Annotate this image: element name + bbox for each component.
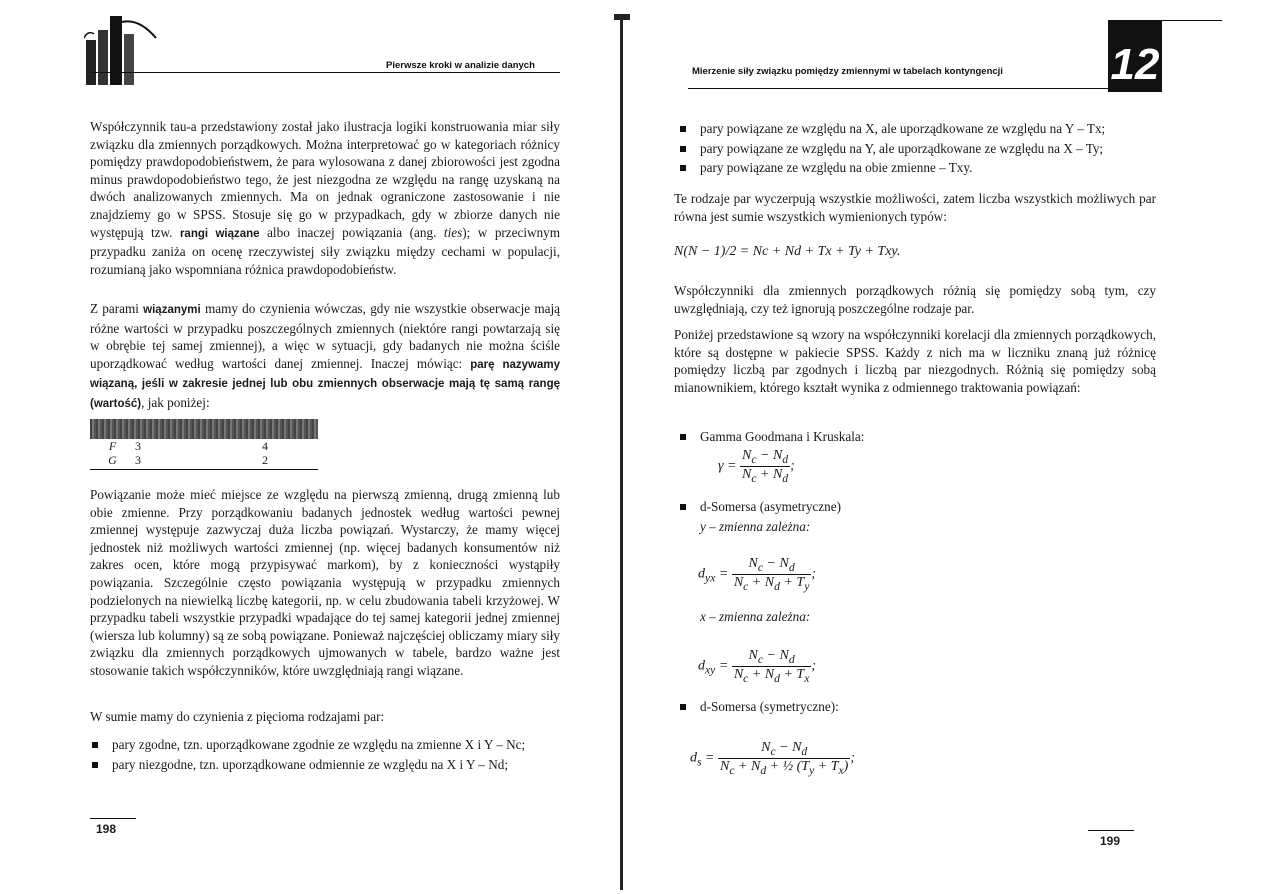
paragraph-tied-pairs: Z parami wiązanymi mamy do czynienia wówczas, gdy nie wszystkie obserwacje mają różne wartości w przypadku poszczególnych zmiennych (niektóre rangi powtarzają się w obrębie tej samej zmiennej), a więc w sytuacji, gdy badanych nie można ściśle uporządkować według wartości danej zmiennej. Inaczej mówiąc: parę nazywamy wiązaną, jeśli w zakresie jednej lub obu zmiennych obserwacje mają tę samą rangę (wartość), jak poniżej: xyxy=(90,301,561,410)
paragraph-tau-a: Współczynnik tau-a przedstawiony został jako ilustracja logiki konstruowania miar siły związku dla zmiennych porządkowych. Można interpretować go w kategoriach różnicy pomiędzy prawdopodobieństwem, że para wylosowana z danej zbiorowości jest zgodna minus prawdopodobieństwo tego, że jest niezgodna ze względu na rangę uzyskaną na dwóch analizowanych zmiennych. Ma on jednak ograniczone zastosowanie i nie znajdziemy go w SPSS. Stosuje się go w przypadkach, gdy w zbiorze danych nie występują tzw. rangi wiązane albo inaczej powiązania (ang. ties); w przeciwnym przypadku zaniża on ocenę rzeczywistej siły związku między cechami w populacji, rozumianą jako wspomniana różnica prawdopodobieństw. xyxy=(90,119,560,277)
formula-ds: $d_s$ = $\frac{N_c - N_d}{N_c + N_d + \frac{1}{2} (T_y + T_x)}$ ; xyxy=(690,740,856,777)
formula-gamma: γ = $\frac{N_c - N_d}{N_c + N_d}$ ; xyxy=(718,448,795,485)
left-page xyxy=(0,0,610,894)
bullet-square-icon xyxy=(680,126,686,132)
table-bottom-rule xyxy=(90,469,318,470)
list-item: pary powiązane ze względu na Y, ale uporządkowane ze względu na X – Ty; xyxy=(678,140,1168,158)
paragraph-five-types: W sumie mamy do czynienia z pięcioma rodzajami par: xyxy=(90,709,385,724)
bullet-square-icon xyxy=(680,504,686,510)
bullet-square-icon xyxy=(680,434,686,440)
chapter-number: 12 xyxy=(1110,40,1160,89)
bullet-square-icon xyxy=(92,742,98,748)
header-rule xyxy=(688,88,1158,89)
list-item: Gamma Goodmana i Kruskala: xyxy=(678,428,1158,446)
formula-dxy: $d_{xy}$ = $\frac{N_c - N_d}{N_c + N_d + T_x}$ ; xyxy=(698,648,817,685)
tied-example-table xyxy=(90,419,318,470)
right-page xyxy=(632,0,1262,894)
somers-sym-item xyxy=(678,698,1158,718)
page-number: 198 xyxy=(96,822,117,836)
footer-rule xyxy=(1088,830,1134,831)
gamma-item xyxy=(678,428,1158,448)
spine-bar xyxy=(620,20,623,890)
pair-types-list-right xyxy=(678,120,1168,179)
list-item: pary niezgodne, tzn. uporządkowane odmiennie ze względu na X i Y – Nd; xyxy=(90,756,560,774)
paragraph-coefficients-differ: Współczynniki dla zmiennych porządkowych różnią się pomiędzy sobą tym, czy uwzględniają, czy też ignorują poszczególne rodzaje par. xyxy=(674,283,1156,316)
list-item: d-Somersa (asymetryczne) xyxy=(678,498,1158,516)
pair-types-list-left xyxy=(90,736,560,775)
footer-rule xyxy=(90,818,136,819)
x-dependent-label: x – zmienna zależna: xyxy=(700,609,811,624)
running-header: Pierwsze kroki w analizie danych xyxy=(386,60,535,71)
table-header-shade xyxy=(90,419,318,439)
list-item: d-Somersa (symetryczne): xyxy=(678,698,1158,716)
header-rule-extension xyxy=(1162,20,1222,21)
formula-dyx: $d_{yx}$ = $\frac{N_c - N_d}{N_c + N_d + T_y}$ ; xyxy=(698,556,817,593)
list-item: pary powiązane ze względu na obie zmienne – Txy. xyxy=(678,159,1168,177)
page-number: 199 xyxy=(1100,834,1121,848)
paragraph-ties-occurrence: Powiązanie może mieć miejsce ze względu na pierwszą zmienną, drugą zmienną lub obie zmienne. Przy porządkowaniu badanych jednostek według wartości pewnej zmiennej występuje zazwyczaj duża liczba powiązań. Wystarczy, że mamy więcej jednostek niż możliwych wartości zmiennej (np. więcej badanych konsumentów niż zakres ocen, które mogą przypisywać markom), by z konieczności wystąpiły powiązania. Szczególnie często powiązania występują w przypadku zmiennych podzielonych na niewielką liczbę kategorii, np. w celu zbudowania tabeli krzyżowej. W przypadku tabeli wszystkie przypadki wpadające do tej samej kategorii jednej zmiennej (wiersza lub kolumny) są ze sobą powiązane. Ponieważ najczęściej obliczamy miary siły związku dla zmiennych porządkowych ujmowanych w tabele, bardzo ważne jest stosowanie takich współczynników, które uwzględniają rangi wiązane. xyxy=(90,487,560,678)
y-dependent-label: y – zmienna zależna: xyxy=(700,519,811,534)
bullet-square-icon xyxy=(680,165,686,171)
formula-total-pairs: N(N − 1)/2 = Nc + Nd + Tx + Ty + Txy. xyxy=(674,244,901,259)
book-logo-icon xyxy=(84,10,158,90)
book-spine xyxy=(612,0,632,894)
bullet-square-icon xyxy=(680,146,686,152)
running-header: Mierzenie siły związku pomiędzy zmiennymi w tabelach kontyngencji xyxy=(692,66,1003,77)
paragraph-formulas-intro: Poniżej przedstawione są wzory na współczynniki korelacji dla zmiennych porządkowych, które są dostępne w pakiecie SPSS. Każdy z nich ma w liczniku znaną już różnicę pomiędzy liczbą par zgodnych i liczbą par niezgodnych. Różnią się pomiędzy sobą mianownikiem, którego kształt wynika z odmiennego traktowania powiązań: xyxy=(674,327,1156,395)
table-row: F 3 4 xyxy=(108,439,268,453)
header-rule xyxy=(90,72,560,73)
table-row: G 3 2 xyxy=(108,453,268,467)
bullet-square-icon xyxy=(680,704,686,710)
paragraph-exhaustive: Te rodzaje par wyczerpują wszystkie możliwości, zatem liczba wszystkich możliwych par równa jest sumie wszystkich wymienionych typów: xyxy=(674,191,1156,224)
somers-asym-item xyxy=(678,498,1158,518)
list-item: pary zgodne, tzn. uporządkowane zgodnie ze względu na zmienne X i Y – Nc; xyxy=(90,736,560,754)
list-item: pary powiązane ze względu na X, ale uporządkowane ze względu na Y – Tx; xyxy=(678,120,1168,138)
bullet-square-icon xyxy=(92,762,98,768)
